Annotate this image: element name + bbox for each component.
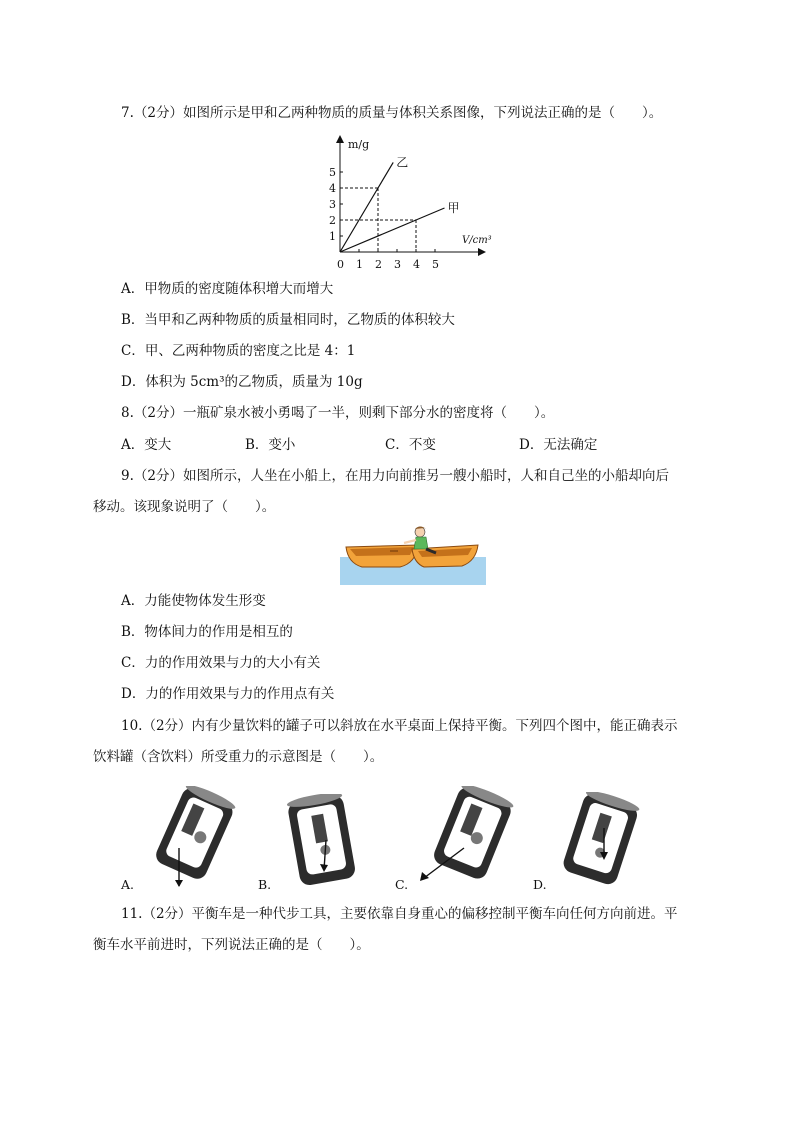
y-tick-label: 2 xyxy=(329,214,336,227)
x-tick-label: 3 xyxy=(394,258,401,271)
q7-option-c: C．甲、乙两种物质的密度之比是 4：1 xyxy=(121,343,356,359)
y-tick-label: 4 xyxy=(329,182,336,195)
q9-option-d: D．力的作用效果与力的作用点有关 xyxy=(121,686,335,702)
q9-option-a: A．力能使物体发生形变 xyxy=(121,593,266,609)
x-axis-label: V/cm³ xyxy=(462,235,492,246)
q9-option-b: B．物体间力的作用是相互的 xyxy=(121,624,293,640)
q8-option-d: D．无法确定 xyxy=(519,437,598,453)
x-tick-label: 5 xyxy=(432,258,439,271)
q7-stem: 7.（2分）如图所示是甲和乙两种物质的质量与体积关系图像，下列说法正确的是（ ）。 xyxy=(121,105,663,121)
x-axis-arrow xyxy=(478,248,486,256)
series-line-1 xyxy=(340,162,393,252)
x-tick-label: 4 xyxy=(413,258,420,271)
q8-option-a: A．变大 xyxy=(121,437,172,453)
q7-option-d: D．体积为 5cm³的乙物质，质量为 10g xyxy=(121,374,363,390)
series-label-2: 甲 xyxy=(447,201,460,215)
q9-stem-line1: 9.（2分）如图所示，人坐在小船上，在用力向前推另一艘小船时，人和自己坐的小船却向后 xyxy=(121,468,669,484)
x-tick-label: 0 xyxy=(337,258,344,271)
x-tick-label: 1 xyxy=(356,258,363,271)
y-tick-label: 1 xyxy=(329,230,336,243)
y-tick-label: 5 xyxy=(329,166,336,179)
can-c xyxy=(418,786,518,888)
q8-stem: 8.（2分）一瓶矿泉水被小勇喝了一半，则剩下部分水的密度将（ ）。 xyxy=(121,405,555,421)
y-axis-label: m/g xyxy=(348,138,370,151)
y-tick-label: 3 xyxy=(329,198,336,211)
q9-option-c: C．力的作用效果与力的大小有关 xyxy=(121,655,321,671)
series-label-1: 乙 xyxy=(396,155,409,170)
q10-can-figures xyxy=(0,782,794,892)
q7-mass-volume-chart xyxy=(318,133,498,273)
q11-stem-line2: 衡车水平前进时，下列说法正确的是（ ）。 xyxy=(93,937,370,953)
q7-option-b: B．当甲和乙两种物质的质量相同时，乙物质的体积较大 xyxy=(121,312,455,328)
can-b-label: B. xyxy=(258,877,272,892)
can-b xyxy=(276,794,372,888)
q9-stem-line2: 移动。该现象说明了（ ）。 xyxy=(93,499,276,515)
q10-stem-line2: 饮料罐（含饮料）所受重力的示意图是（ ）。 xyxy=(93,749,384,765)
can-c-label: C. xyxy=(395,877,409,892)
boat-push-illustration xyxy=(340,525,486,585)
can-a-label: A. xyxy=(121,877,135,892)
can-d-label: D. xyxy=(533,877,547,892)
q10-stem-line1: 10.（2分）内有少量饮料的罐子可以斜放在水平桌面上保持平衡。下列四个图中，能正确表示 xyxy=(121,718,678,734)
y-axis-arrow xyxy=(336,135,344,143)
q7-option-a: A．甲物质的密度随体积增大而增大 xyxy=(121,281,334,297)
x-tick-label: 2 xyxy=(375,258,382,271)
can-d xyxy=(552,792,648,888)
series-line-2 xyxy=(340,208,445,252)
can-a xyxy=(145,786,241,888)
q11-stem-line1: 11.（2分）平衡车是一种代步工具，主要依靠自身重心的偏移控制平衡车向任何方向前进。平 xyxy=(121,906,678,922)
q8-option-b: B．变小 xyxy=(245,437,296,453)
q8-option-c: C．不变 xyxy=(385,437,436,453)
